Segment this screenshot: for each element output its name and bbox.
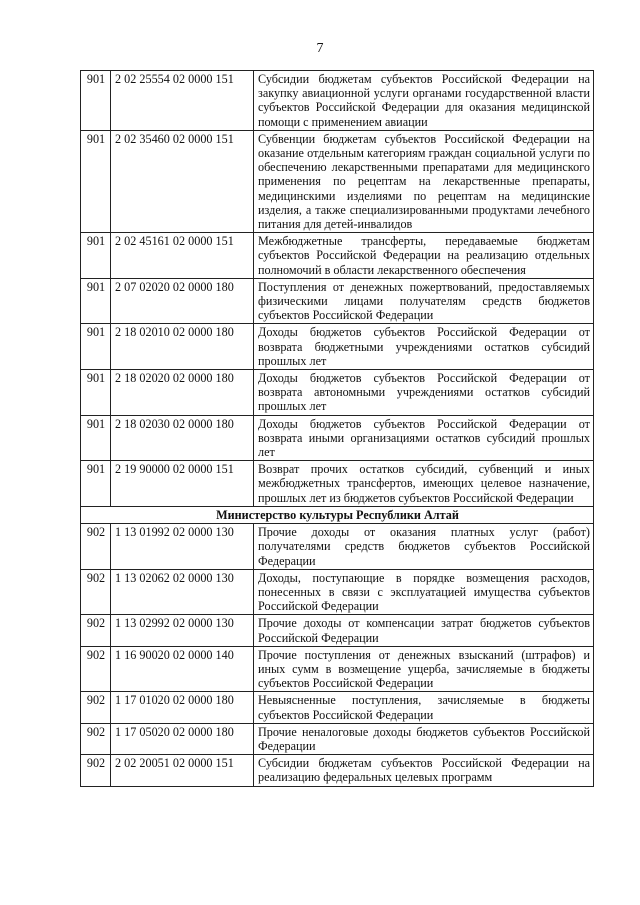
table-body <box>81 71 594 787</box>
revenue-name-cell: Доходы бюджетов субъектов Российской Федерации от возврата бюджетными учреждениями остатков субсидий прошлых лет <box>254 324 594 370</box>
revenue-name-cell: Поступления от денежных пожертвований, предоставляемых физическими лицами получателям средств бюджетов субъектов Российской Федерации <box>254 278 594 324</box>
revenue-name-cell: Возврат прочих остатков субсидий, субвенций и иных межбюджетных трансфертов, имеющих целевое назначение, прошлых лет из бюджетов субъектов Российской Федерации <box>254 461 594 507</box>
table-row <box>81 71 594 131</box>
table-row <box>81 461 594 507</box>
admin-code-cell: 902 <box>81 723 111 754</box>
revenue-name-cell: Прочие доходы от компенсации затрат бюджетов субъектов Российской Федерации <box>254 615 594 646</box>
table-row <box>81 370 594 416</box>
revenue-name-cell: Доходы, поступающие в порядке возмещения расходов, понесенных в связи с эксплуатацией имущества субъектов Российской Федерации <box>254 569 594 615</box>
revenue-name-cell: Невыясненные поступления, зачисляемые в бюджеты субъектов Российской Федерации <box>254 692 594 723</box>
table-row <box>81 755 594 786</box>
budget-classification-code-cell: 1 13 01992 02 0000 130 <box>111 524 254 570</box>
table-row <box>81 524 594 570</box>
table-row <box>81 324 594 370</box>
revenue-name-cell: Межбюджетные трансферты, передаваемые бюджетам субъектов Российской Федерации на реализацию отдельных полномочий в области лекарственного обеспечения <box>254 233 594 279</box>
admin-code-cell: 902 <box>81 615 111 646</box>
admin-code-cell: 902 <box>81 755 111 786</box>
table-row <box>81 615 594 646</box>
revenue-name-cell: Субсидии бюджетам субъектов Российской Федерации на закупку авиационной услуги органами государственной власти субъектов Российской Федерации для оказания медицинской помощи с применением авиации <box>254 71 594 131</box>
budget-classification-code-cell: 2 19 90000 02 0000 151 <box>111 461 254 507</box>
revenue-name-cell: Субсидии бюджетам субъектов Российской Федерации на реализацию федеральных целевых программ <box>254 755 594 786</box>
section-title: Министерство культуры Республики Алтай <box>81 506 594 523</box>
budget-classification-code-cell: 2 18 02010 02 0000 180 <box>111 324 254 370</box>
table-row <box>81 415 594 461</box>
table-row <box>81 723 594 754</box>
revenue-codes-table <box>80 70 594 787</box>
budget-classification-code-cell: 2 02 35460 02 0000 151 <box>111 130 254 232</box>
admin-code-cell: 901 <box>81 130 111 232</box>
table-row <box>81 646 594 692</box>
admin-code-cell: 902 <box>81 646 111 692</box>
budget-classification-code-cell: 2 07 02020 02 0000 180 <box>111 278 254 324</box>
admin-code-cell: 901 <box>81 71 111 131</box>
admin-code-cell: 901 <box>81 233 111 279</box>
admin-code-cell: 901 <box>81 278 111 324</box>
budget-classification-code-cell: 2 18 02030 02 0000 180 <box>111 415 254 461</box>
table-row <box>81 130 594 232</box>
revenue-name-cell: Доходы бюджетов субъектов Российской Федерации от возврата автономными учреждениями остатков субсидий прошлых лет <box>254 370 594 416</box>
revenue-name-cell: Субвенции бюджетам субъектов Российской Федерации на оказание отдельным категориям граждан социальной услуги по обеспечению лекарственными препаратами для медицинского применения по рецептам на лекарственные препараты, медицинскими изделиями по рецептам на медицинские изделия, а также специализированными продуктами лечебного питания для детей-инвалидов <box>254 130 594 232</box>
budget-classification-code-cell: 2 02 20051 02 0000 151 <box>111 755 254 786</box>
table-row <box>81 692 594 723</box>
budget-classification-code-cell: 1 16 90020 02 0000 140 <box>111 646 254 692</box>
table-row <box>81 569 594 615</box>
admin-code-cell: 902 <box>81 569 111 615</box>
budget-classification-code-cell: 2 02 25554 02 0000 151 <box>111 71 254 131</box>
table-row <box>81 278 594 324</box>
budget-classification-code-cell: 1 13 02062 02 0000 130 <box>111 569 254 615</box>
budget-classification-code-cell: 2 02 45161 02 0000 151 <box>111 233 254 279</box>
budget-classification-code-cell: 2 18 02020 02 0000 180 <box>111 370 254 416</box>
revenue-name-cell: Доходы бюджетов субъектов Российской Федерации от возврата иными организациями остатков субсидий прошлых лет <box>254 415 594 461</box>
admin-code-cell: 901 <box>81 324 111 370</box>
page-number: 7 <box>316 41 324 56</box>
table-row <box>81 233 594 279</box>
revenue-name-cell: Прочие неналоговые доходы бюджетов субъектов Российской Федерации <box>254 723 594 754</box>
admin-code-cell: 901 <box>81 370 111 416</box>
budget-classification-code-cell: 1 17 01020 02 0000 180 <box>111 692 254 723</box>
revenue-name-cell: Прочие доходы от оказания платных услуг (работ) получателями средств бюджетов субъектов Российской Федерации <box>254 524 594 570</box>
admin-code-cell: 901 <box>81 415 111 461</box>
revenue-name-cell: Прочие поступления от денежных взысканий (штрафов) и иных сумм в возмещение ущерба, зачисляемые в бюджеты субъектов Российской Федерации <box>254 646 594 692</box>
admin-code-cell: 901 <box>81 461 111 507</box>
budget-classification-code-cell: 1 13 02992 02 0000 130 <box>111 615 254 646</box>
admin-code-cell: 902 <box>81 524 111 570</box>
admin-code-cell: 902 <box>81 692 111 723</box>
budget-classification-code-cell: 1 17 05020 02 0000 180 <box>111 723 254 754</box>
section-header-row <box>81 506 594 523</box>
